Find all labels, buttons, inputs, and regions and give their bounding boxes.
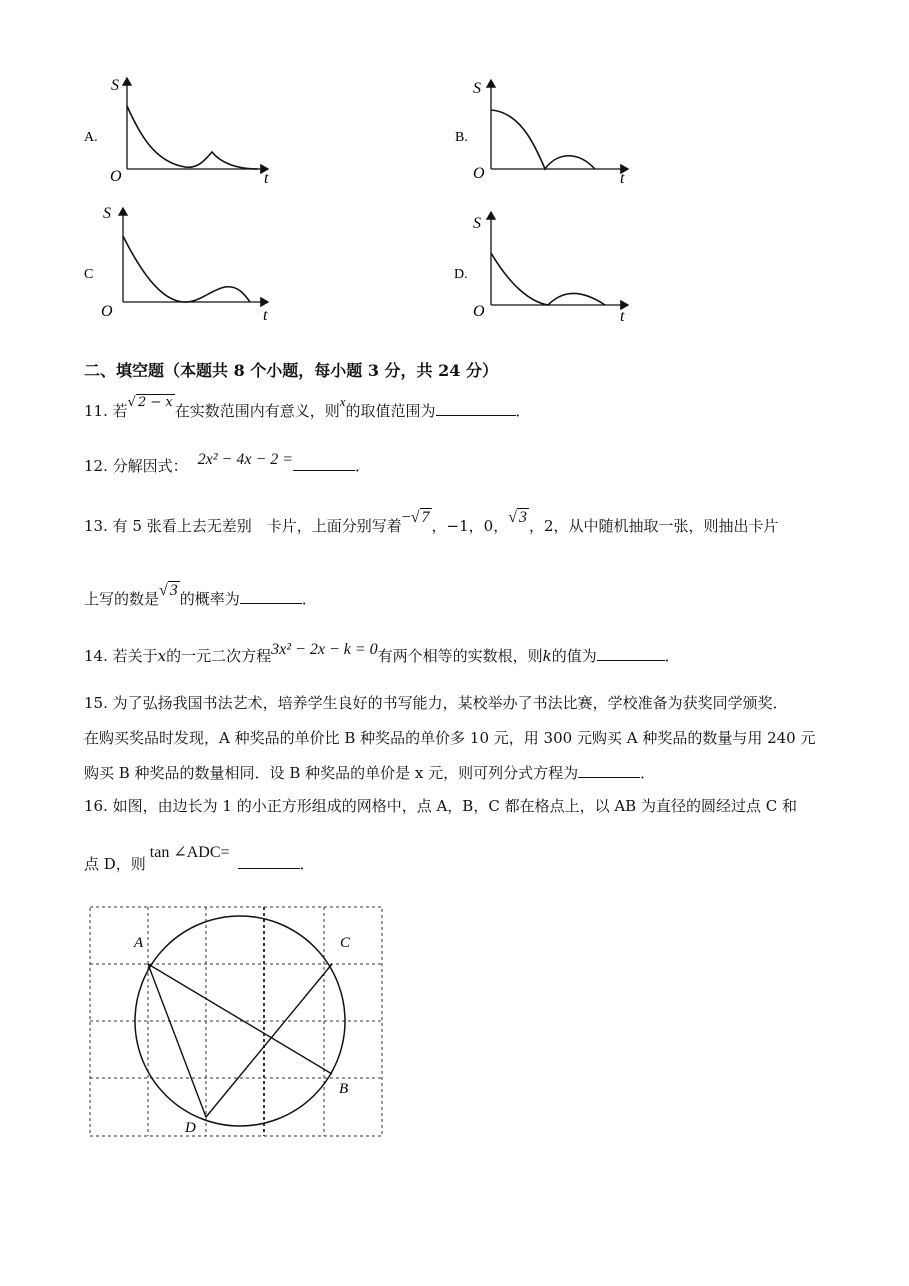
point-a-label: A [134, 935, 144, 951]
graph-option-d [454, 212, 628, 325]
question-16-line-2: 点 D，则tan ∠ADC=． [84, 844, 315, 873]
origin-label: O [110, 168, 122, 185]
graph-option-b [455, 80, 628, 187]
answer-blank[interactable] [578, 763, 640, 778]
question-13-line-1 [84, 509, 779, 536]
question-13-line-2: 上写的数是√ 3 的概率为 ． [84, 582, 317, 608]
axis-t-label: t [264, 170, 269, 187]
question-16-line-1: 16. 如图，由边长为 1 的小正方形组成的网格中，点 A，B，C 都在格点上，以 AB 为直径的圆经过点 C 和 [84, 797, 797, 815]
axis-t-label: t [620, 170, 625, 187]
origin-label: O [101, 303, 113, 320]
tan-expression: tan ∠ADC= [149, 844, 230, 861]
point-b-label: B [339, 1081, 349, 1097]
option-graphs [0, 0, 909, 330]
question-15-line-1: 15. 为了弘扬我国书法艺术，培养学生良好的书写能力，某校举办了书法比赛，学校准备为获奖同学颁奖． [84, 694, 788, 712]
axis-t-label: t [263, 307, 268, 324]
axis-t-label: t [620, 308, 625, 325]
graph-option-c [84, 205, 268, 324]
sqrt-expression: √ 2 − x [127, 395, 173, 410]
question-15-line-2: 在购买奖品时发现，A 种奖品的单价比 B 种奖品的单价多 10 元，用 300 元购买 A 种奖品的数量与用 240 元 [84, 729, 816, 747]
question-number: 11. [84, 402, 108, 420]
origin-label: O [473, 165, 485, 182]
answer-blank[interactable] [240, 589, 302, 604]
radicand: 2 − x [137, 395, 173, 410]
q13-text-a: 有 5 张看上去无差别 卡片，上面分别写着 [112, 517, 402, 535]
q11-text-b: 在实数范围内有意义，则 [174, 402, 340, 420]
section-title: 二、填空题（本题共 8 个小题，每小题 3 分，共 24 分） [84, 361, 498, 380]
answer-blank[interactable] [436, 401, 516, 416]
axis-s-label: S [103, 205, 111, 222]
q12-text: 分解因式： [112, 457, 188, 475]
origin-label: O [473, 303, 485, 320]
option-a-label: A. [84, 130, 98, 145]
neg-sqrt7: −√ 7 [401, 509, 430, 526]
option-d-label: D. [454, 267, 468, 282]
question-number: 14. [84, 647, 108, 665]
q13-list-b: ，2，从中随机抽取一张，则抽出卡片 [528, 517, 779, 535]
question-number: 13. [84, 517, 108, 535]
question-14: 14. 若关于x的一元二次方程3x² − 2x − k = 0有两个相等的实数根，则k的值为 ． [84, 641, 680, 665]
answer-blank[interactable] [293, 456, 355, 471]
grid-circle-figure [80, 895, 400, 1145]
axis-s-label: S [111, 77, 119, 94]
option-b-label: B. [455, 130, 468, 145]
axis-s-label: S [473, 80, 481, 97]
question-number: 12. [84, 457, 108, 475]
segments [148, 964, 332, 1117]
graph-option-a [84, 77, 269, 187]
q11-text-a: 若 [112, 402, 128, 420]
q14-equation: 3x² − 2x − k = 0 [271, 641, 378, 658]
q12-expression: 2x² − 4x − 2 = [197, 451, 294, 468]
axis-s-label: S [473, 215, 481, 232]
point-d-label: D [185, 1120, 196, 1136]
variable-x: x [339, 394, 346, 409]
q13-list-a: ，−1，0， [431, 517, 509, 535]
question-15-line-3: 购买 B 种奖品的数量相同．设 B 种奖品的单价是 x 元，则可列分式方程为 ． [84, 764, 656, 782]
q11-text-c: 的取值范围为 [345, 402, 436, 420]
question-12: 12. 分解因式： 2x² − 4x − 2 = ． [84, 451, 371, 475]
sqrt3: √ 3 [159, 582, 178, 599]
answer-blank[interactable] [597, 646, 665, 661]
point-c-label: C [340, 935, 351, 951]
question-11: 11. 若√ 2 − x 在实数范围内有意义，则x的取值范围为 ． [84, 394, 531, 420]
sqrt3: √ 3 [508, 509, 527, 526]
option-c-label: C [84, 267, 94, 282]
answer-blank[interactable] [238, 854, 300, 869]
